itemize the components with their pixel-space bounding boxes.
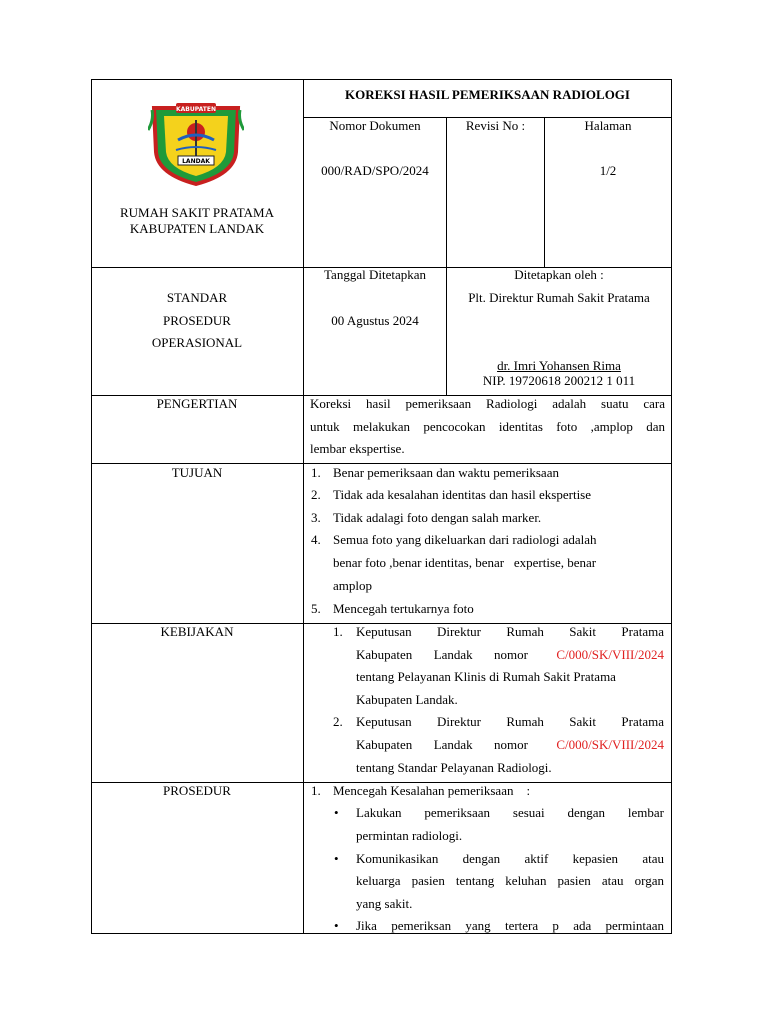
bullet-icon: • (334, 918, 339, 933)
kebijakan-1-line3: tentang Pelayanan Klinis di Rumah Sakit Pratama (356, 669, 616, 684)
pengertian-line-1: Koreksi hasil pemeriksaan Radiologi adalah suatu cara (310, 396, 665, 411)
table-border-top (91, 79, 672, 80)
kebijakan-1-line2 (356, 647, 664, 663)
tujuan-num-1: 1. (311, 465, 321, 480)
sop-label-standar: STANDAR (166, 290, 228, 305)
prosedur-bullet-1-line2: permintan radiologi. (356, 828, 463, 843)
kebijakan-1-line1: Keputusan Direktur Rumah Sakit Pratama (356, 624, 664, 639)
kebijakan-2-line1: Keputusan Direktur Rumah Sakit Pratama (356, 714, 664, 729)
tujuan-num-3: 3. (311, 510, 321, 525)
prosedur-label: PROSEDUR (163, 783, 231, 798)
prosedur-bullet-2-line3: yang sakit. (356, 896, 413, 911)
svg-text:LANDAK: LANDAK (182, 158, 210, 165)
pejabat-nama: dr. Imri Yohansen Rima (497, 358, 621, 373)
tanggal-ditetapkan-label: Tanggal Ditetapkan (324, 267, 426, 282)
kebijakan-1-nomor-text: Kabupaten Landak nomor (356, 647, 528, 662)
prosedur-num-1: 1. (311, 783, 321, 798)
hospital-name-line2: KABUPATEN LANDAK (129, 221, 265, 236)
prosedur-heading-1: Mencegah Kesalahan pemeriksaan : (333, 783, 531, 798)
pengertian-line-2: untuk melakukan pencocokan identitas foto ,amplop dan (310, 419, 665, 434)
column-divider (303, 79, 304, 934)
tujuan-num-5: 5. (311, 601, 321, 616)
sop-label-operasional: OPERASIONAL (151, 335, 243, 350)
pejabat-nip: NIP. 19720618 200212 1 011 (482, 373, 636, 388)
ditetapkan-jabatan: Plt. Direktur Rumah Sakit Pratama (468, 290, 650, 305)
halaman-label: Halaman (584, 118, 632, 133)
hospital-name-line1: RUMAH SAKIT PRATAMA (119, 205, 275, 220)
nomor-dokumen-value: 000/RAD/SPO/2024 (321, 163, 429, 178)
bullet-icon: • (334, 805, 339, 820)
prosedur-bullet-2-line2: keluarga pasien tentang keluhan pasien atau organ (356, 873, 664, 888)
kebijakan-num-1: 1. (333, 624, 343, 639)
kebijakan-1-line4: Kabupaten Landak. (356, 692, 458, 707)
tujuan-label: TUJUAN (171, 465, 223, 480)
kebijakan-2-nomor-text: Kabupaten Landak nomor (356, 737, 528, 752)
kebijakan-num-2: 2. (333, 714, 343, 729)
coat-of-arms-icon (148, 100, 244, 186)
bullet-icon: • (334, 851, 339, 866)
kebijakan-2-line2 (356, 737, 664, 753)
revisi-label: Revisi No : (465, 118, 526, 133)
tujuan-item-4-line1: Semua foto yang dikeluarkan dari radiologi adalah (333, 532, 597, 547)
kabupaten-landak-logo (148, 100, 244, 186)
ditetapkan-oleh-label: Ditetapkan oleh : (514, 267, 604, 282)
prosedur-bullet-3-line1: Jika pemeriksan yang tertera p ada permintaan (356, 918, 664, 933)
kebijakan-label: KEBIJAKAN (160, 624, 234, 639)
tujuan-item-4-line3: amplop (333, 578, 372, 593)
kebijakan-1-sk-number: C/000/SK/VIII/2024 (556, 647, 664, 662)
document-title: KOREKSI HASIL PEMERIKSAAN RADIOLOGI (345, 87, 630, 102)
prosedur-bullet-1-line1: Lakukan pemeriksaan sesuai dengan lembar (356, 805, 664, 820)
nomor-dokumen-label: Nomor Dokumen (329, 118, 421, 133)
kebijakan-2-line3: tentang Standar Pelayanan Radiologi. (356, 760, 552, 775)
prosedur-bullet-2-line1: Komunikasikan dengan aktif kepasien atau (356, 851, 664, 866)
tujuan-item-3: Tidak adalagi foto dengan salah marker. (333, 510, 542, 525)
tanggal-ditetapkan-value: 00 Agustus 2024 (331, 313, 419, 328)
pengertian-label: PENGERTIAN (156, 396, 238, 411)
tujuan-item-2: Tidak ada kesalahan identitas dan hasil ekspertise (333, 487, 592, 502)
halaman-value: 1/2 (599, 163, 617, 178)
tujuan-num-2: 2. (311, 487, 321, 502)
revisi-divider-left (446, 117, 447, 396)
tujuan-num-4: 4. (311, 532, 321, 547)
sop-label-prosedur: PROSEDUR (163, 313, 231, 328)
pengertian-row-bottom (91, 463, 672, 464)
table-border-right (671, 79, 672, 934)
tujuan-item-4-line2: benar foto ,benar identitas, benar expertise, benar (333, 555, 597, 570)
revisi-divider-right (544, 117, 545, 268)
svg-text:KABUPATEN: KABUPATEN (176, 106, 216, 113)
pengertian-line-3: lembar ekspertise. (310, 441, 405, 456)
kebijakan-2-sk-number: C/000/SK/VIII/2024 (556, 737, 664, 752)
tujuan-item-5: Mencegah tertukarnya foto (333, 601, 474, 616)
tujuan-item-1: Benar pemeriksaan dan waktu pemeriksaan (333, 465, 559, 480)
